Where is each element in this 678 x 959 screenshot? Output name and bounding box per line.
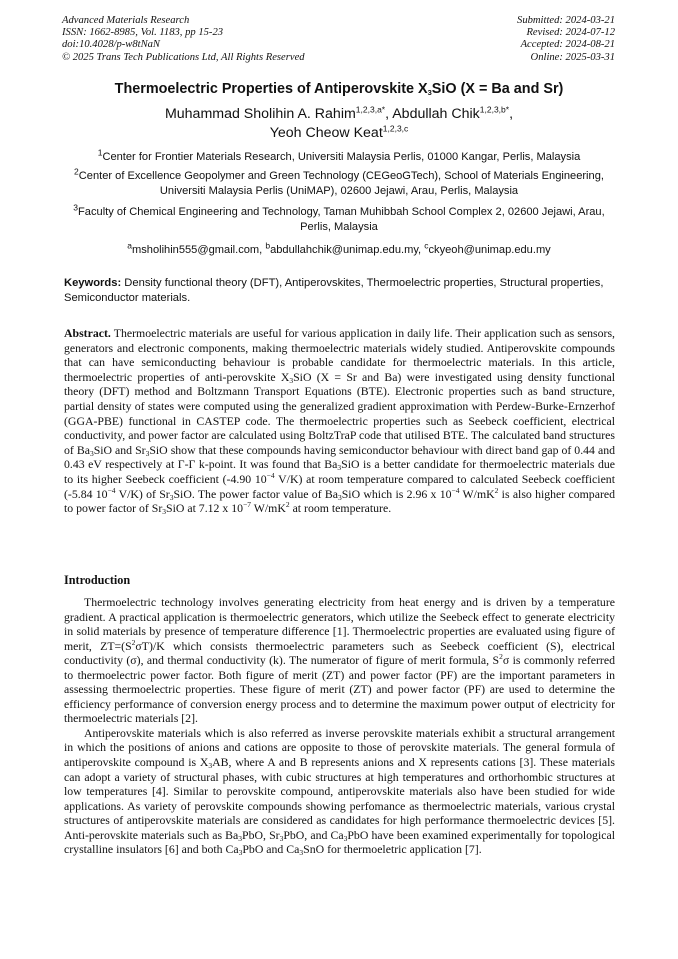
title-text-1: Thermoelectric Properties of Antiperovskite X [114, 81, 428, 97]
email-list [60, 240, 618, 258]
superscript: 2 [131, 637, 136, 647]
superscript: −4 [266, 471, 275, 481]
subscript: 3 [238, 848, 243, 858]
journal-info [62, 15, 305, 64]
subscript: 3 [338, 492, 342, 502]
intro-text: σT)/K which consists thermoelectric parameters such as Seebeck coefficient (S), electrical conductivity (σ), and thermal conductivity (k). The numerator of figure of merit formula, S [64, 638, 615, 668]
intro-paragraph-2 [64, 726, 615, 857]
affiliation-2 [60, 166, 618, 199]
keywords [64, 276, 615, 305]
abstract-text: SiO is a better candidate for thermoelectric materials due to its higher Seebeck coefficient (-4.90 10 [64, 457, 616, 486]
affiliation-1-text: Center for Frontier Materials Research, Universiti Malaysia Perlis, 01000 Kangar, Perlis, Malaysia [102, 151, 581, 163]
subscript: 3 [89, 448, 94, 458]
abstract-text: SiO which is 2.96 x 10 [341, 486, 452, 501]
intro-text: AB, where A and B represents anions and X represents cations [3]. These materials can adopt a variety of structural phases, with cubic structures at high temperatures and orthorhombic structures at low temperatures [4]. Similar to perovskite compound, antiperovskite materials also have been studied for wide applications. As variety of perovskite compounds showing perfomance as thermoelectric materials, various crystal structures of antiperovskite materials are considered as candidates for high performance thermoelectric devices [5]. Anti-perovskite materials such as Ba [64, 755, 615, 842]
subscript: 3 [343, 833, 348, 843]
abstract-text: at room temperature. [289, 501, 392, 516]
publication-dates [517, 15, 615, 64]
email-c[interactable]: ckyeoh@unimap.edu.my [428, 244, 551, 256]
title-text-2: SiO (X = Ba and Sr) [431, 81, 564, 97]
email-sep-2: , [418, 244, 425, 256]
subscript: 3 [299, 848, 304, 858]
affiliation-3-number: 3 [73, 202, 79, 213]
section-heading-introduction: Introduction [64, 573, 131, 587]
intro-text: PbO and Ca [242, 842, 300, 857]
intro-text: SnO for thermoeletric application [7]. [303, 842, 482, 857]
abstract-text: SiO at 7.12 x 10 [166, 501, 244, 516]
abstract-text: W/mK [251, 501, 286, 516]
superscript: 2 [499, 652, 503, 662]
journal-name: Advanced Materials Research [62, 15, 190, 26]
date-online: Online: 2025-03-31 [530, 51, 615, 63]
subscript: 3 [238, 833, 243, 843]
introduction-body [64, 595, 615, 857]
author-separator: , [385, 106, 393, 122]
email-a-label: a [127, 240, 132, 251]
affiliation-2-number: 2 [74, 166, 79, 177]
paper-title [40, 81, 638, 97]
email-b[interactable]: abdullahchik@unimap.edu.my [270, 244, 419, 256]
abstract [64, 326, 615, 516]
subscript: 3 [279, 833, 284, 843]
date-revised: Revised: 2024-07-12 [526, 27, 615, 39]
author-3: Yeoh Cheow Keat [269, 125, 383, 141]
journal-issn: ISSN: 1662-8985, Vol. 1183, pp 15-23 [62, 27, 224, 39]
journal-doi[interactable]: doi:10.4028/p-w8tNaN [62, 39, 160, 51]
subscript: 3 [162, 507, 167, 517]
abstract-text: SiO. The power factor value of Ba [173, 486, 338, 501]
date-submitted: Submitted: 2024-03-21 [517, 15, 615, 26]
superscript: 2 [285, 500, 290, 510]
keywords-label: Keywords: [64, 277, 122, 289]
intro-text: PbO, Sr [242, 827, 280, 842]
abstract-text: SiO and Sr [93, 442, 146, 457]
intro-text: PbO, and Ca [283, 827, 344, 842]
affiliation-2-text: Center of Excellence Geopolymer and Green Technology (CEGeoGTech), School of Materials Engineering, Universiti Malaysia Perlis (UniMAP), 02600 Jejawi, Arau, Perlis, Malaysia [78, 170, 604, 197]
superscript: −7 [243, 500, 252, 510]
author-1-affil: 1,2,3,a* [355, 104, 386, 115]
abstract-text: V/K) at room temperature compared to calculated Seebeck coefficient (-5.84 10 [64, 471, 615, 501]
author-2-affil: 1,2,3,b* [479, 104, 510, 115]
abstract-label: Abstract. [64, 326, 111, 340]
superscript: 2 [494, 485, 499, 495]
abstract-text: SiO show that these compounds having semiconductor behaviour with direct band gap of 0.44 and 0.43 eV respectively at Γ-Γ k-point. It was found that Ba [64, 442, 615, 472]
subscript: 3 [337, 463, 342, 473]
affiliation-1 [60, 147, 618, 165]
email-c-label: c [424, 240, 429, 251]
affiliation-1-number: 1 [97, 147, 103, 158]
abstract-text: Thermoelectric materials are useful for various application in daily life. Their application such as sensors, generators and electronic components, making thermoelectric materials widely studied. Antiperovskite compounds that can have semiconducting behaviour is probable candidate for thermoelectric materials. In this article, thermoelectric properties of anti-perovskite X [64, 326, 615, 384]
abstract-text: SiO (X = Sr and Ba) were investigated using density functional theory (DFT) method and Boltzmann Transport Equations (BTE). Electronic properties such as band structure, partial density of states were computed using the generalized gradient approximation with Perdew-Burke-Ernzerhof (GGA-PBE) functional in CASTEP code. The thermoelectric properties such as Seebeck coefficient, electrical conductivity, and power factor are calculated using BoltzTraP code that utilised BTE. The calculated band structures of Ba [64, 369, 615, 457]
affiliation-3 [60, 202, 618, 235]
email-sep-1: , [259, 244, 266, 256]
abstract-text: W/mK [459, 486, 495, 501]
subscript: 3 [145, 448, 150, 458]
abstract-text: V/K) of Sr [115, 486, 170, 501]
journal-copyright: © 2025 Trans Tech Publications Ltd, All Rights Reserved [62, 51, 305, 63]
keywords-text: Density functional theory (DFT), Antiperovskites, Thermoelectric properties, Structural properties, Semiconductor materials. [64, 277, 604, 304]
author-2: Abdullah Chik [392, 106, 480, 122]
email-b-label: b [265, 240, 271, 251]
affiliation-3-text: Faculty of Chemical Engineering and Technology, Taman Muhibbah School Complex 2, 02600 Jejawi, Arau, Perlis, Malaysia [78, 206, 605, 233]
intro-text: σ is commonly referred to thermoelectric power factor. Both figure of merit (ZT) and power factor (PF) are the important parameters in assessing thermoelectric properties. These figure of merit (ZT) and power factor (PF) are used to determine the efficiency performance of conversion energy process and to determine the maximum power output of electricity for thermoelectric materials [2]. [64, 653, 615, 726]
author-list [40, 105, 638, 143]
author-trailing-comma: , [509, 106, 514, 122]
author-3-affil: 1,2,3,c [382, 123, 409, 134]
intro-text: Antiperovskite materials which is also referred as inverse perovskite materials exhibit a structural arrangement in which the positions of anions and cations are opposite to those of perovskite materials. The general formula of antiperovskite compound is X [64, 725, 615, 770]
email-a[interactable]: msholihin555@gmail.com [131, 244, 260, 256]
intro-text: PbO have been examined experimentally for topological crystalline insulators [6] and both Ca [64, 827, 615, 857]
superscript: −4 [451, 485, 460, 495]
subscript: 3 [208, 761, 213, 771]
author-1: Muhammad Sholihin A. Rahim [164, 106, 356, 122]
subscript: 3 [169, 492, 174, 502]
date-accepted: Accepted: 2024-08-21 [520, 39, 615, 51]
title-subscript: 3 [427, 88, 432, 97]
abstract-text: is also higher compared to power factor of Sr [64, 486, 616, 516]
intro-paragraph-1 [64, 595, 615, 726]
intro-text: Thermoelectric technology involves generating electricity from heat energy and is driven by a temperature gradient. A practical application is thermoelectric generators, which utilize the Seebeck effect to generate electricity in solid materials by presence of temperature difference [1]. Thermoelectric properties are evaluated using figure of merit, ZT=(S [64, 595, 615, 653]
superscript: −4 [107, 485, 116, 495]
subscript: 3 [289, 375, 294, 385]
